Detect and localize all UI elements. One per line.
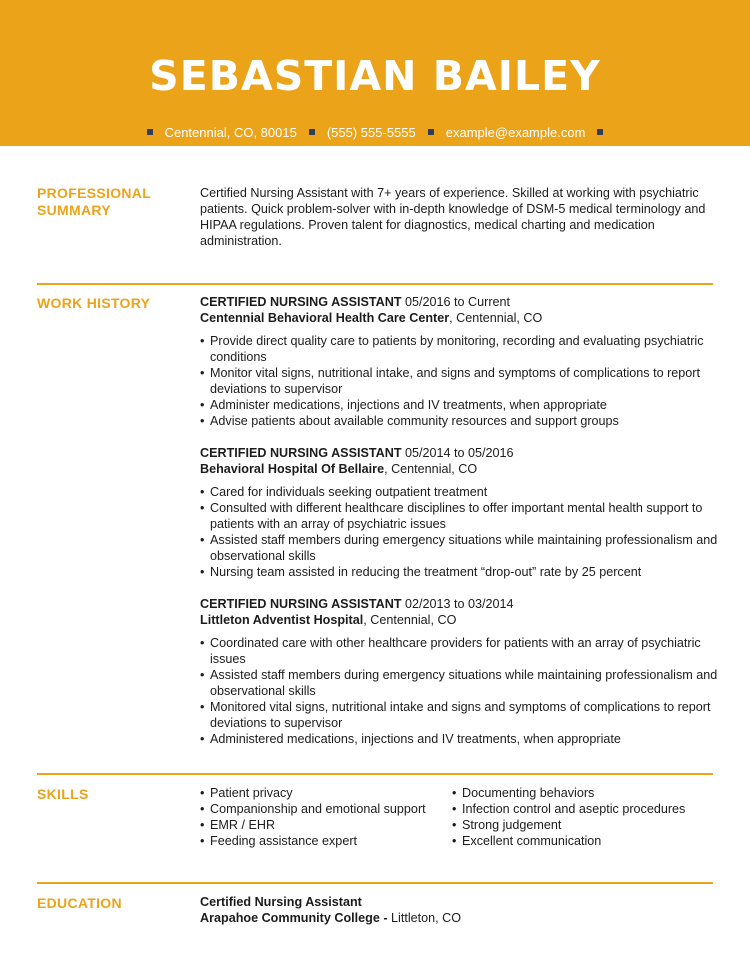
- contact-bar: [0, 124, 750, 140]
- job-location: , Centennial, CO: [363, 613, 457, 627]
- summary-title-line1: PROFESSIONAL: [37, 185, 152, 201]
- square-bullet-icon: [597, 129, 603, 135]
- list-item: • Administered medications, injections and IV treatments, when appropriate: [200, 731, 720, 747]
- job-location: , Centennial, CO: [449, 311, 543, 325]
- job-entry: [200, 596, 720, 747]
- list-item: • Administer medications, injections and IV treatments, when appropriate: [200, 397, 720, 413]
- list-item: • Consulted with different healthcare disciplines to offer important mental health support to patients with an array of psychiatric issues: [200, 500, 720, 532]
- section-divider: [37, 773, 713, 775]
- list-item: • Excellent communication: [452, 833, 704, 849]
- job-company: Behavioral Hospital Of Bellaire: [200, 462, 385, 476]
- list-item: • Provide direct quality care to patients by monitoring, recording and evaluating psychiatric conditions: [200, 333, 720, 365]
- skills-right-list: [452, 785, 704, 849]
- skills-columns: [200, 785, 720, 849]
- contact-location: Centennial, CO, 80015: [164, 124, 297, 140]
- list-item: • EMR / EHR: [200, 817, 452, 833]
- list-item: • Monitored vital signs, nutritional intake and signs and symptoms of complications to report deviations to supervisor: [200, 699, 720, 731]
- job-bullets: [200, 484, 720, 580]
- list-item: • Assisted staff members during emergency situations while maintaining professionalism and observational skills: [200, 532, 720, 564]
- education-title: EDUCATION: [37, 895, 122, 911]
- skills-title: SKILLS: [37, 786, 89, 802]
- job-company: Centennial Behavioral Health Care Center: [200, 311, 450, 325]
- list-item: • Assisted staff members during emergency situations while maintaining professionalism and observational skills: [200, 667, 720, 699]
- list-item: • Monitor vital signs, nutritional intake, and signs and symptoms of complications to report deviations to supervisor: [200, 365, 720, 397]
- education-degree: Certified Nursing Assistant: [200, 895, 362, 909]
- square-bullet-icon: [309, 129, 315, 135]
- summary-title-line2: SUMMARY: [37, 202, 111, 218]
- job-company-line: [200, 461, 720, 477]
- list-item: • Nursing team assisted in reducing the treatment “drop-out” rate by 25 percent: [200, 564, 720, 580]
- list-item: • Feeding assistance expert: [200, 833, 452, 849]
- job-position: CERTIFIED NURSING ASSISTANT: [200, 597, 402, 611]
- header-banner: [0, 0, 750, 146]
- job-title-line: [200, 596, 720, 612]
- job-title-line: [200, 445, 720, 461]
- job-title-line: [200, 294, 720, 310]
- candidate-name: SEBASTIAN BAILEY: [149, 52, 601, 100]
- education-location: Littleton, CO: [391, 911, 462, 925]
- list-item: • Coordinated care with other healthcare providers for patients with an array of psychiatric issues: [200, 635, 720, 667]
- contact-email[interactable]: example@example.com: [445, 124, 586, 140]
- work-history-title: WORK HISTORY: [37, 295, 151, 311]
- education-school-line: [200, 910, 720, 926]
- square-bullet-icon: [428, 129, 434, 135]
- list-item: • Documenting behaviors: [452, 785, 704, 801]
- job-dates: 05/2016 to Current: [405, 295, 511, 309]
- job-entry: [200, 445, 720, 580]
- list-item: • Companionship and emotional support: [200, 801, 452, 817]
- section-divider: [37, 283, 713, 285]
- section-divider: [37, 882, 713, 884]
- list-item: • Advise patients about available community resources and support groups: [200, 413, 720, 429]
- job-dates: 02/2013 to 03/2014: [405, 597, 514, 611]
- job-bullets: [200, 333, 720, 429]
- square-bullet-icon: [147, 129, 153, 135]
- job-company: Littleton Adventist Hospital: [200, 613, 364, 627]
- list-item: • Cared for individuals seeking outpatient treatment: [200, 484, 720, 500]
- job-position: CERTIFIED NURSING ASSISTANT: [200, 446, 402, 460]
- contact-phone: (555) 555-5555: [326, 124, 416, 140]
- summary-title: [37, 185, 151, 219]
- list-item: • Infection control and aseptic procedures: [452, 801, 704, 817]
- skills-left-list: [200, 785, 452, 849]
- job-company-line: [200, 612, 720, 628]
- education-school: Arapahoe Community College: [200, 911, 380, 925]
- summary-text: Certified Nursing Assistant with 7+ years of experience. Skilled at working with psychiatric patients. Quick problem-solver with in-depth knowledge of DSM-5 medical terminology and HIPAA regulations. Proven talent for diagnostics, medical charting and medication administration.: [200, 186, 706, 248]
- job-location: , Centennial, CO: [384, 462, 478, 476]
- education-separator: -: [379, 911, 392, 925]
- list-item: • Strong judgement: [452, 817, 704, 833]
- list-item: • Patient privacy: [200, 785, 452, 801]
- job-position: CERTIFIED NURSING ASSISTANT: [200, 295, 402, 309]
- job-entry: [200, 294, 720, 429]
- job-dates: 05/2014 to 05/2016: [405, 446, 514, 460]
- job-bullets: [200, 635, 720, 747]
- job-company-line: [200, 310, 720, 326]
